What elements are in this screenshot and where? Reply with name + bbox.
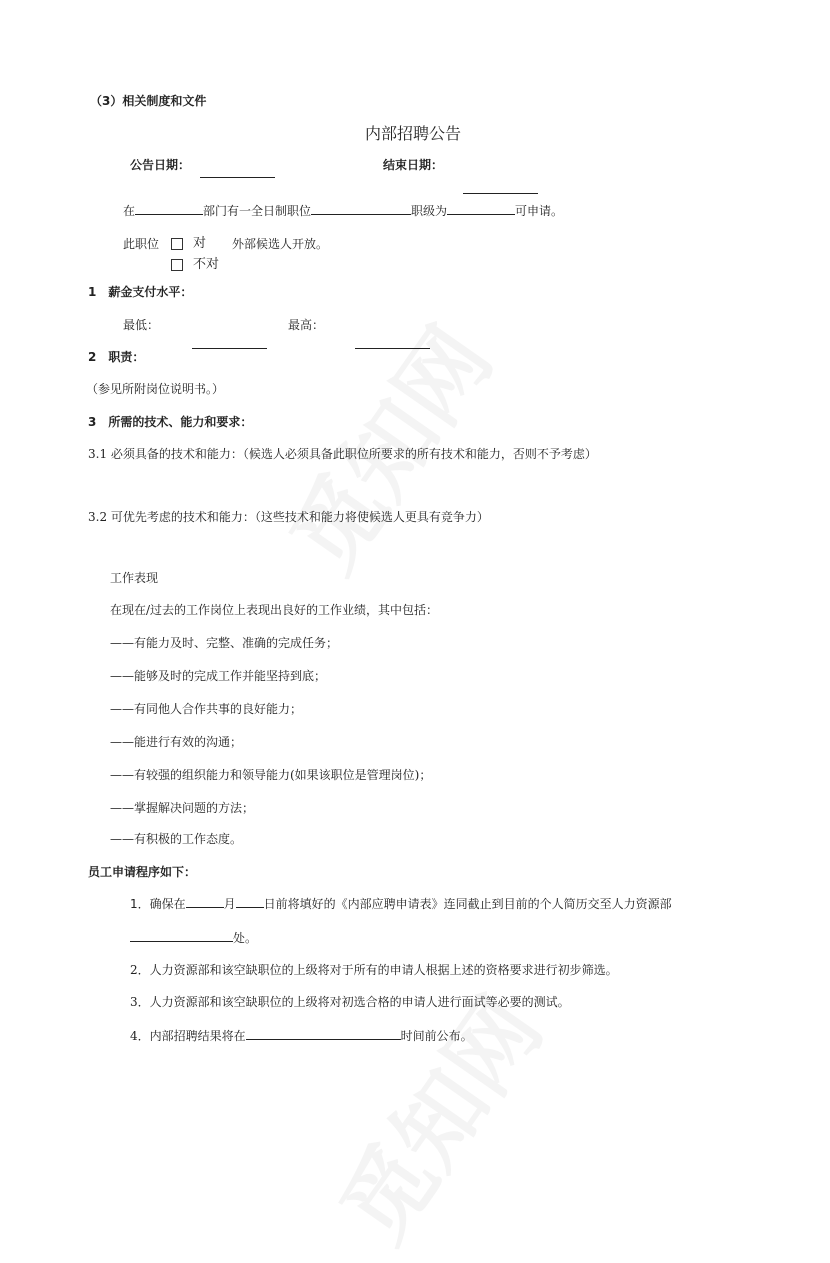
procedure-step-4 bbox=[130, 1027, 473, 1044]
text: 可申请。 bbox=[515, 204, 564, 218]
announce-date-label: 公告日期： bbox=[130, 158, 191, 172]
procedure-step-1-cont bbox=[130, 929, 257, 946]
list-item: ——有同他人合作共事的良好能力； bbox=[110, 702, 303, 716]
list-item: ——能够及时的完成工作并能坚持到底； bbox=[110, 669, 327, 683]
procedure-heading: 员工申请程序如下： bbox=[88, 865, 197, 879]
performance-intro: 在现在/过去的工作岗位上表现出良好的工作业绩，其中包括： bbox=[110, 603, 439, 617]
performance-heading: 工作表现 bbox=[110, 571, 159, 585]
procedure-step-3: 3．人力资源部和该空缺职位的上级将对初选合格的申请人进行面试等必要的测试。 bbox=[130, 995, 570, 1009]
text: 部门有一全日制职位 bbox=[203, 204, 312, 218]
text: 处。 bbox=[233, 931, 258, 945]
day-field[interactable] bbox=[236, 895, 264, 908]
text: 在 bbox=[123, 204, 136, 218]
month-field[interactable] bbox=[186, 895, 224, 908]
list-item: ——有能力及时、完整、准确的完成任务； bbox=[110, 636, 339, 650]
salary-max-field[interactable] bbox=[355, 348, 430, 349]
salary-min-field[interactable] bbox=[192, 348, 267, 349]
position-line bbox=[123, 202, 563, 219]
option-yes[interactable] bbox=[171, 236, 206, 252]
option-no-label: 不对 bbox=[193, 257, 220, 272]
procedure-step-1 bbox=[130, 895, 672, 912]
salary-min-label: 最低： bbox=[123, 318, 160, 332]
position-field[interactable] bbox=[311, 202, 411, 215]
list-item: ——有较强的组织能力和领导能力(如果该职位是管理岗位)； bbox=[110, 768, 432, 782]
text: 日前将填好的《内部应聘申请表》连同截止到目前的个人简历交至人力资源部 bbox=[263, 897, 672, 911]
duties-note: （参见所附岗位说明书。） bbox=[86, 382, 225, 396]
list-item: ——掌握解决问题的方法； bbox=[110, 801, 255, 815]
result-date-field[interactable] bbox=[246, 1027, 401, 1040]
department-field[interactable] bbox=[135, 202, 203, 215]
announce-date-field[interactable] bbox=[200, 177, 275, 178]
open-label: 此职位 bbox=[123, 237, 160, 251]
salary-heading: 1 薪金支付水平： bbox=[88, 285, 193, 299]
duties-heading: 2 职责： bbox=[88, 350, 145, 364]
grade-field[interactable] bbox=[447, 202, 515, 215]
text: 时间前公布。 bbox=[400, 1029, 473, 1043]
end-date-field[interactable] bbox=[463, 193, 538, 194]
text: 月 bbox=[223, 897, 236, 911]
option-yes-label: 对 bbox=[193, 236, 207, 251]
procedure-step-2: 2．人力资源部和该空缺职位的上级将对于所有的申请人根据上述的资格要求进行初步筛选。 bbox=[130, 963, 618, 977]
salary-max-label: 最高： bbox=[288, 318, 325, 332]
skills-preferred: 3.2 可优先考虑的技术和能力：（这些技术和能力将使候选人更具有竞争力） bbox=[88, 510, 489, 524]
section-heading: （3）相关制度和文件 bbox=[90, 94, 207, 108]
watermark bbox=[304, 967, 565, 1263]
page-title: 内部招聘公告 bbox=[365, 124, 462, 143]
skills-required: 3.1 必须具备的技术和能力：（候选人必须具备此职位所要求的所有技术和能力，否则不予考虑） bbox=[88, 447, 597, 461]
text: 职级为 bbox=[411, 204, 448, 218]
skills-heading: 3 所需的技术、能力和要求： bbox=[88, 415, 253, 429]
text: 确保在 bbox=[149, 897, 186, 911]
list-item: ——有积极的工作态度。 bbox=[110, 832, 243, 846]
list-item: ——能进行有效的沟通； bbox=[110, 735, 243, 749]
hr-contact-field[interactable] bbox=[130, 929, 233, 942]
watermark bbox=[254, 297, 515, 593]
step-number: 1． bbox=[130, 897, 150, 911]
end-date-label: 结束日期： bbox=[383, 158, 444, 172]
text: 4．内部招聘结果将在 bbox=[130, 1029, 246, 1043]
checkbox-no[interactable] bbox=[171, 259, 183, 271]
option-no[interactable] bbox=[171, 257, 219, 273]
open-suffix: 外部候选人开放。 bbox=[232, 237, 329, 251]
checkbox-yes[interactable] bbox=[171, 238, 183, 250]
